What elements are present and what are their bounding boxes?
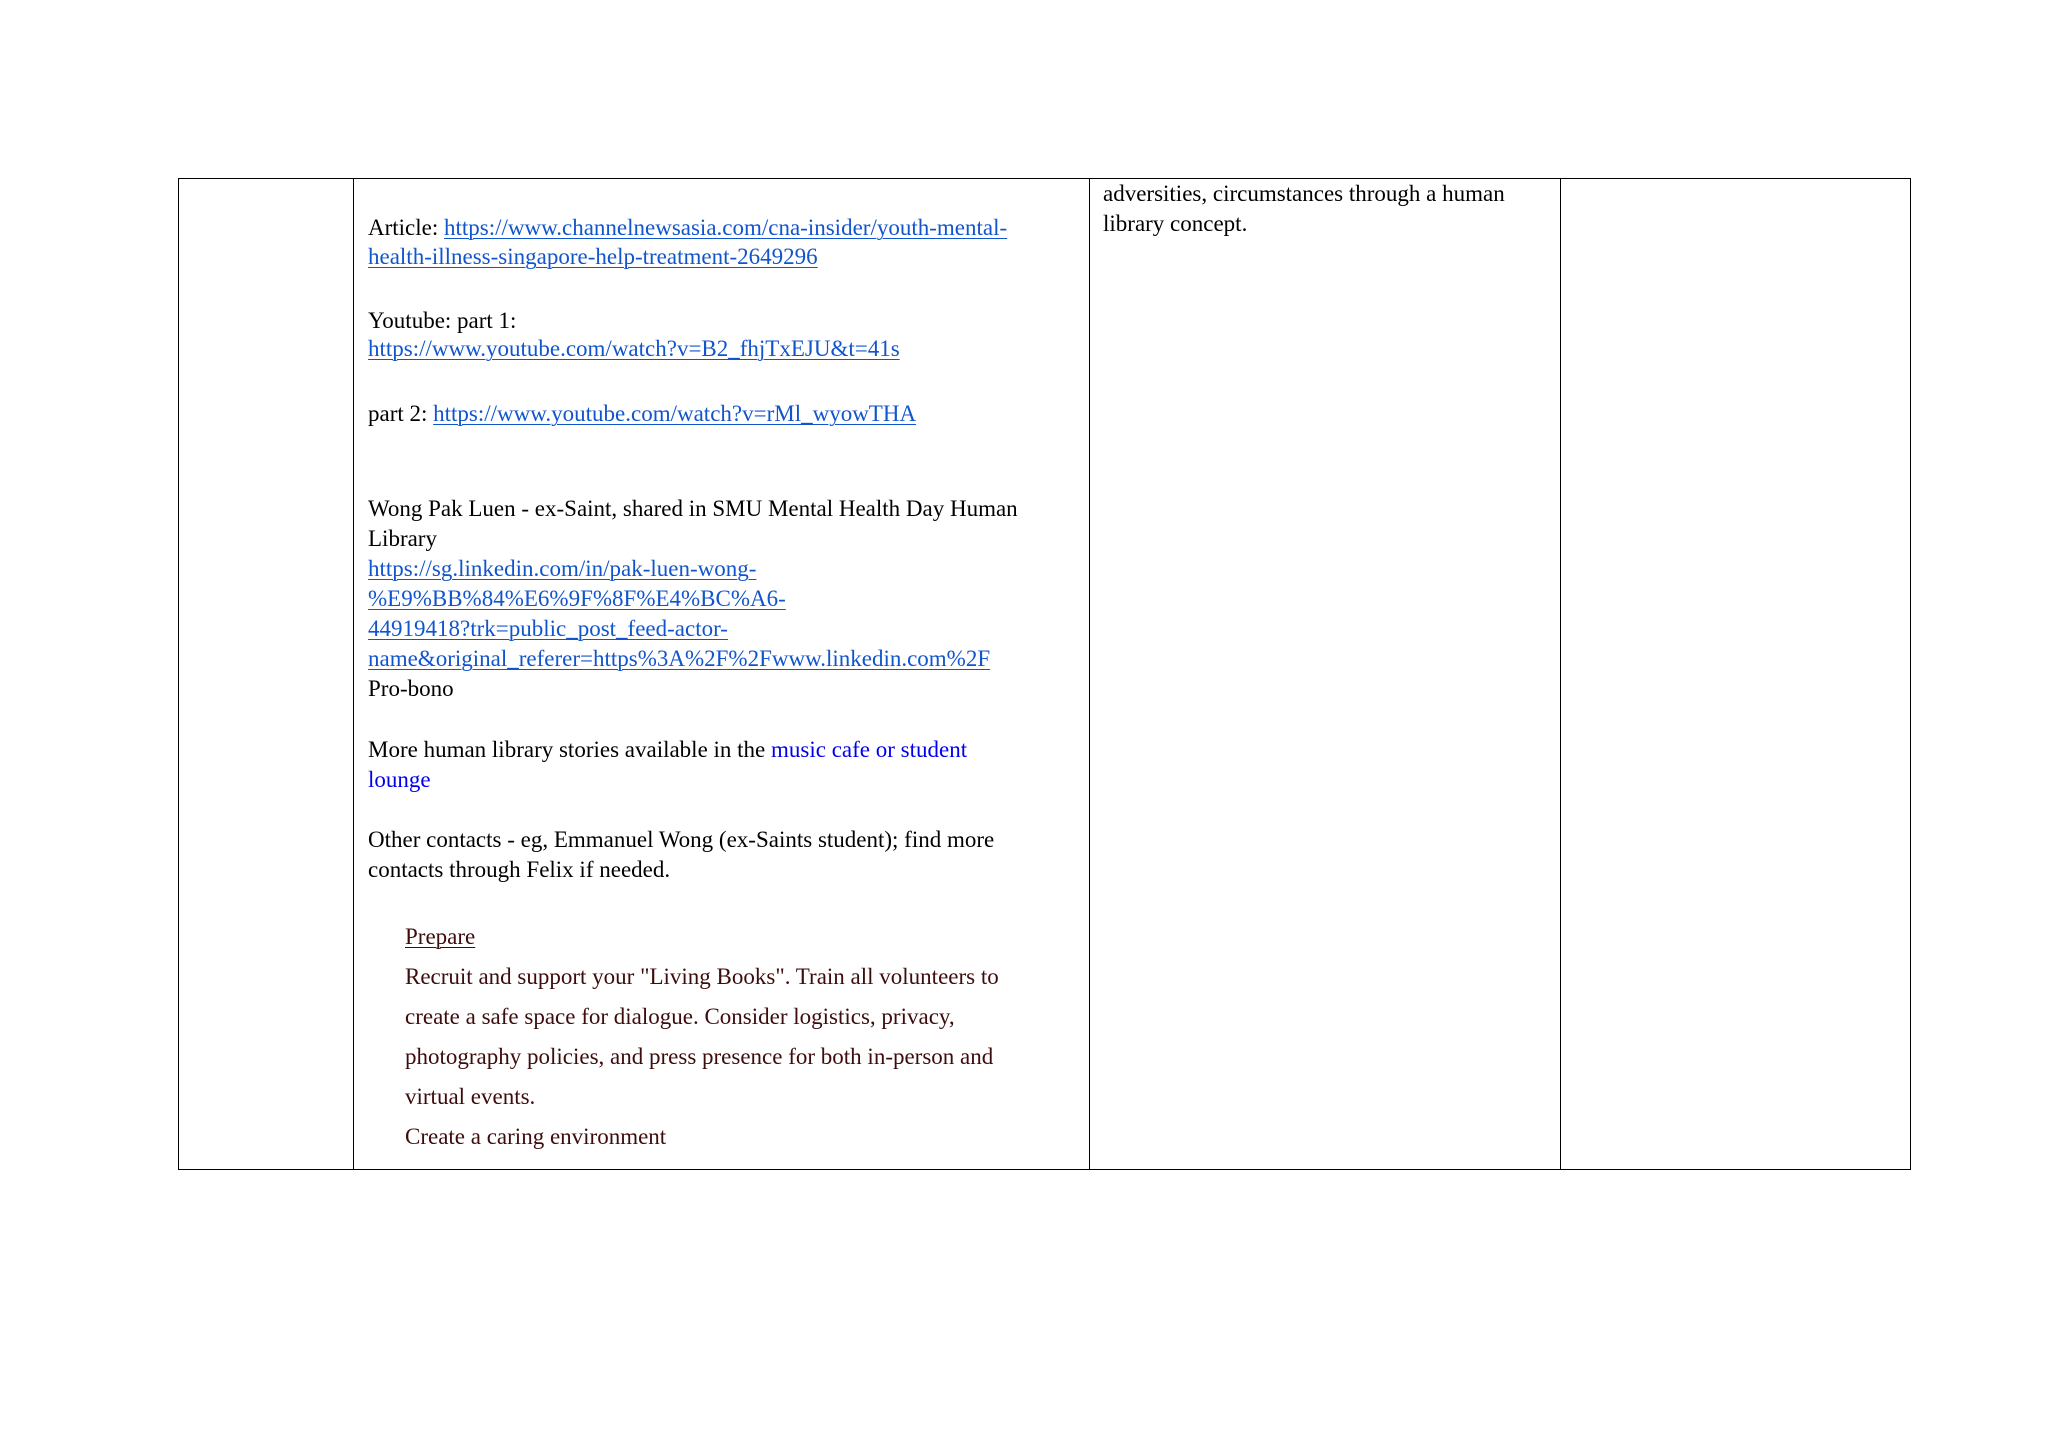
article-label: Article: <box>368 215 444 240</box>
article-link-line2[interactable]: health-illness-singapore-help-treatment-2649296 <box>368 244 818 269</box>
description-line1: adversities, circumstances through a human <box>1103 181 1505 206</box>
linkedin-link[interactable]: https://sg.linkedin.com/in/pak-luen-wong- <box>368 556 757 581</box>
linkedin-link-part2[interactable]: %E9%BB%84%E6%9F%8F%E4%BC%A6- <box>368 586 786 611</box>
linkedin-link-line2[interactable] <box>368 584 786 614</box>
speaker-line2: Library <box>368 526 437 551</box>
prepare-line3: photography policies, and press presence for both in-person and <box>405 1044 994 1069</box>
youtube-label: Youtube: part 1: <box>368 308 517 333</box>
more-stories-highlight-line2: lounge <box>368 767 431 792</box>
youtube-part1-link[interactable]: https://www.youtube.com/watch?v=B2_fhjTxEJU&t=41s <box>368 336 900 361</box>
other-contacts-line2: contacts through Felix if needed. <box>368 857 671 882</box>
more-stories-line1 <box>368 735 967 765</box>
youtube-part1-line[interactable] <box>368 334 900 364</box>
linkedin-link-line1[interactable] <box>368 554 756 584</box>
prepare-line1: Recruit and support your "Living Books". Train all volunteers to <box>405 964 999 989</box>
article-link[interactable]: https://www.channelnewsasia.com/cna-insider/youth-mental- <box>444 215 1008 240</box>
linkedin-link-line3[interactable] <box>368 614 728 644</box>
table-cell-empty-left <box>179 179 354 1169</box>
linkedin-link-line4[interactable] <box>368 644 990 674</box>
other-contacts-line1: Other contacts - eg, Emmanuel Wong (ex-Saints student); find more <box>368 827 995 852</box>
prepare-line2: create a safe space for dialogue. Consider logistics, privacy, <box>405 1004 955 1029</box>
description-line2: library concept. <box>1103 211 1248 236</box>
part2-label: part 2: <box>368 401 434 426</box>
more-stories-prefix: More human library stories available in the <box>368 737 772 762</box>
content-table <box>178 178 1911 1170</box>
linkedin-link-part3[interactable]: 44919418?trk=public_post_feed-actor- <box>368 616 728 641</box>
speaker-line1: Wong Pak Luen - ex-Saint, shared in SMU Mental Health Day Human <box>368 496 1018 521</box>
prepare-line4: virtual events. <box>405 1084 536 1109</box>
table-cell-description <box>1090 179 1561 1169</box>
youtube-part2-link[interactable]: https://www.youtube.com/watch?v=rMl_wyowTHA <box>433 401 917 426</box>
table-cell-empty-right <box>1561 179 1912 1169</box>
prepare-heading: Prepare <box>405 924 476 949</box>
more-stories-highlight: music cafe or student <box>771 737 968 762</box>
youtube-part2-line <box>368 399 916 429</box>
article-line <box>368 213 1007 243</box>
prepare-line5: Create a caring environment <box>405 1124 667 1149</box>
pro-bono-text: Pro-bono <box>368 676 454 701</box>
linkedin-link-part4[interactable]: name&original_referer=https%3A%2F%2Fwww.linkedin.com%2F <box>368 646 991 671</box>
table-cell-resources <box>354 179 1090 1169</box>
article-link-continued[interactable] <box>368 242 818 272</box>
